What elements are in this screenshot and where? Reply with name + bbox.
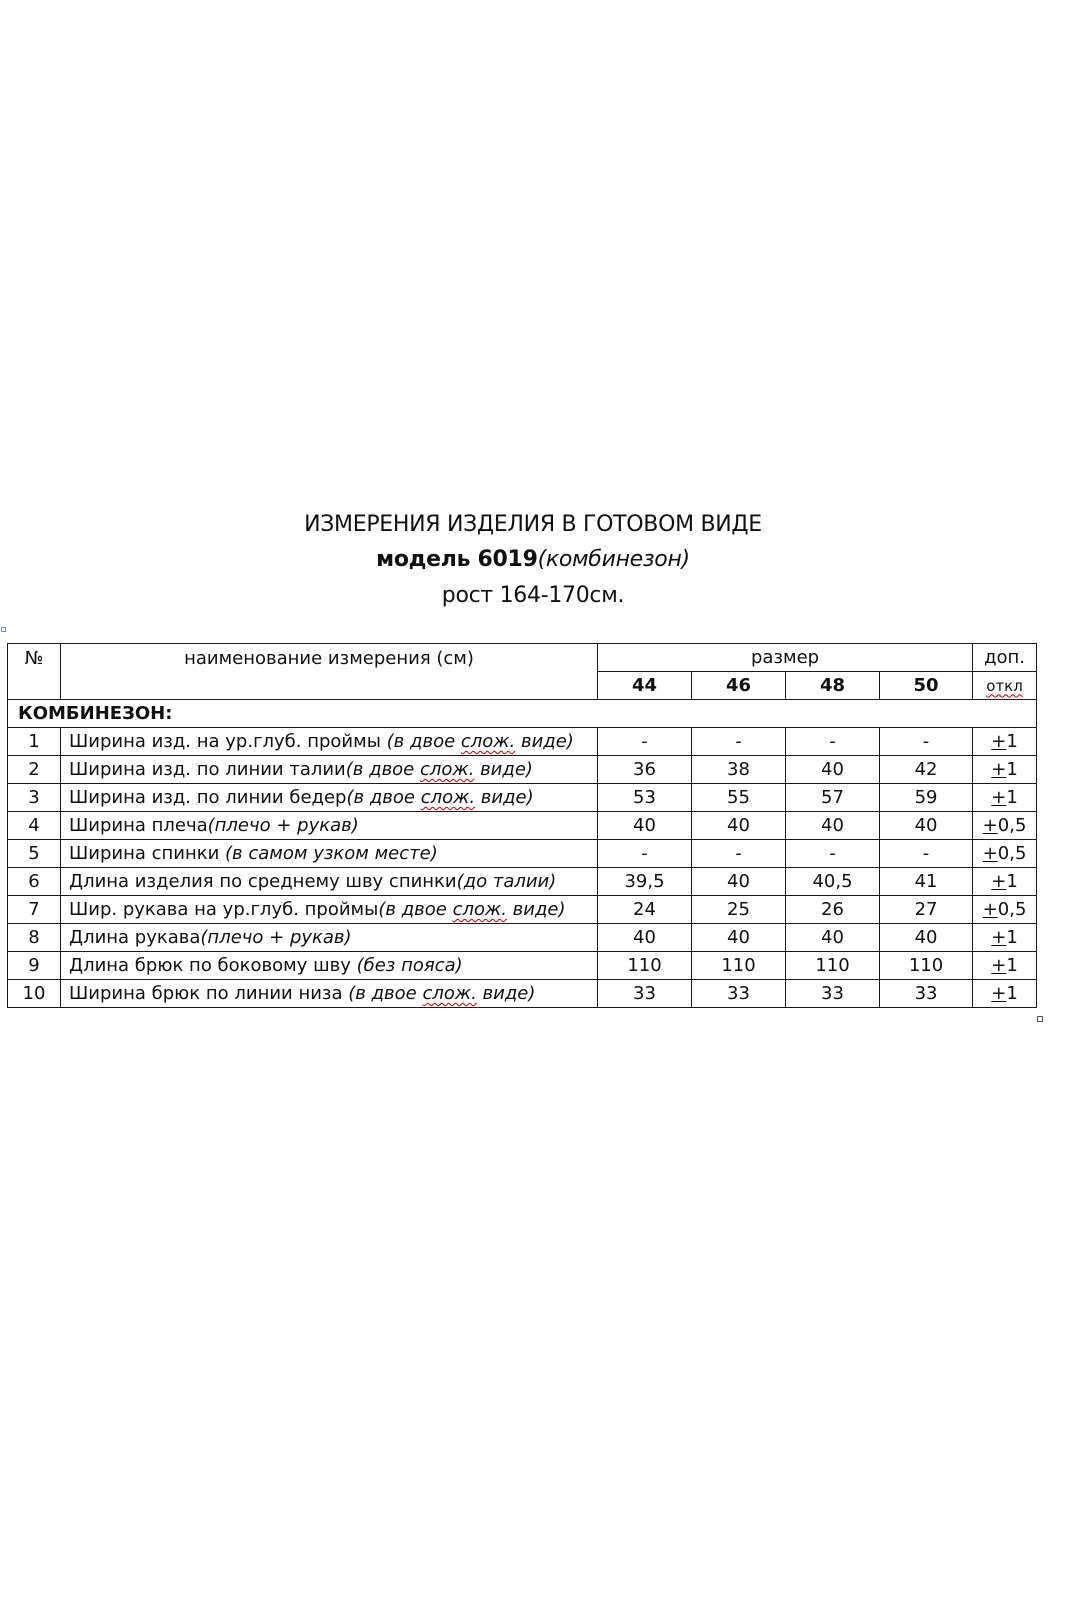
tolerance-value [973, 896, 1037, 924]
row-number: 9 [8, 952, 61, 980]
size-value-48: 40 [786, 924, 880, 952]
measurement-name: Длина брюк по боковому шву [69, 955, 357, 976]
header-tolerance-top: доп. [973, 644, 1037, 672]
size-value-44: 40 [598, 812, 692, 840]
tolerance-amount: 1 [1006, 759, 1018, 780]
size-44: 44 [598, 672, 692, 700]
measurement-note: (до талии) [456, 871, 557, 892]
measurement-name: Ширина брюк по линии низа [69, 983, 349, 1004]
size-value-44: 33 [598, 980, 692, 1008]
model-number: модель 6019 [376, 547, 538, 572]
table-row [8, 868, 1037, 896]
size-value-44: 53 [598, 784, 692, 812]
size-50: 50 [880, 672, 973, 700]
row-number: 3 [8, 784, 61, 812]
size-value-48: - [786, 840, 880, 868]
measurement-name-cell [61, 896, 598, 924]
measurement-name-cell [61, 728, 598, 756]
measurement-note: (в самом узком месте) [225, 843, 438, 864]
size-value-48: 57 [786, 784, 880, 812]
size-value-50: 59 [880, 784, 973, 812]
size-value-44: 39,5 [598, 868, 692, 896]
size-value-48: 40,5 [786, 868, 880, 896]
tolerance-amount: 1 [1006, 731, 1018, 752]
size-value-48: 40 [786, 756, 880, 784]
row-number: 1 [8, 728, 61, 756]
measurement-note: (плечо + рукав) [207, 815, 359, 836]
row-number: 2 [8, 756, 61, 784]
spellcheck-word: слож. [460, 731, 516, 752]
measurement-name-cell [61, 840, 598, 868]
height-note: рост 164-170см. [441, 583, 625, 608]
tolerance-value [973, 784, 1037, 812]
size-value-48: 33 [786, 980, 880, 1008]
size-value-50: 42 [880, 756, 973, 784]
table-row [8, 756, 1037, 784]
tolerance-amount: 1 [1006, 955, 1018, 976]
size-value-48: - [786, 728, 880, 756]
row-number: 6 [8, 868, 61, 896]
table-header-row [8, 644, 1037, 672]
measurement-note: (в двое слож. виде) [345, 759, 533, 780]
plus-minus-sign: + [991, 927, 1007, 948]
tolerance-value [973, 980, 1037, 1008]
size-value-44: - [598, 840, 692, 868]
size-value-46: 33 [692, 980, 786, 1008]
size-value-48: 110 [786, 952, 880, 980]
spellcheck-word: слож. [420, 787, 476, 808]
plus-minus-sign: + [991, 983, 1007, 1004]
tolerance-value [973, 924, 1037, 952]
plus-minus-sign: + [982, 843, 998, 864]
size-value-50: - [880, 840, 973, 868]
table-row [8, 840, 1037, 868]
row-number: 8 [8, 924, 61, 952]
size-value-50: 40 [880, 812, 973, 840]
measurement-name-cell [61, 980, 598, 1008]
size-value-46: 25 [692, 896, 786, 924]
table-anchor-handle[interactable] [1, 627, 6, 632]
row-number: 5 [8, 840, 61, 868]
measurement-name: Ширина плеча [69, 815, 208, 836]
table-row [8, 952, 1037, 980]
tolerance-value [973, 812, 1037, 840]
section-row [8, 700, 1037, 728]
measurement-note: (в двое слож. виде) [378, 899, 566, 920]
measurement-name: Ширина изд. на ур.глуб. проймы [69, 731, 387, 752]
table-resize-handle[interactable] [1037, 1016, 1043, 1022]
measurement-name: Длина рукава [69, 927, 201, 948]
spellcheck-word: слож. [419, 759, 475, 780]
measurement-name-cell [61, 812, 598, 840]
size-value-50: 33 [880, 980, 973, 1008]
table-row [8, 980, 1037, 1008]
measurements-table [7, 643, 1037, 1008]
size-value-50: 40 [880, 924, 973, 952]
spellcheck-word: слож. [452, 899, 507, 920]
row-number: 7 [8, 896, 61, 924]
plus-minus-sign: + [991, 759, 1007, 780]
tolerance-value [973, 868, 1037, 896]
header-measurement-name: наименование измерения (см) [61, 644, 598, 700]
size-value-46: 110 [692, 952, 786, 980]
size-value-44: 36 [598, 756, 692, 784]
size-value-46: - [692, 728, 786, 756]
tolerance-amount: 0,5 [997, 843, 1027, 864]
size-value-50: 27 [880, 896, 973, 924]
measurement-note: (плечо + рукав) [200, 927, 352, 948]
measurement-name: Ширина спинки [69, 843, 226, 864]
size-value-50: - [880, 728, 973, 756]
size-48: 48 [786, 672, 880, 700]
tolerance-value [973, 728, 1037, 756]
size-value-46: 55 [692, 784, 786, 812]
size-value-46: 40 [692, 868, 786, 896]
size-value-44: - [598, 728, 692, 756]
plus-minus-sign: + [982, 815, 998, 836]
size-value-46: 40 [692, 812, 786, 840]
plus-minus-sign: + [991, 955, 1007, 976]
tolerance-amount: 1 [1006, 927, 1018, 948]
size-value-46: 40 [692, 924, 786, 952]
plus-minus-sign: + [991, 871, 1007, 892]
header-number: № [8, 644, 61, 700]
measurement-name-cell [61, 924, 598, 952]
size-value-44: 110 [598, 952, 692, 980]
section-title: КОМБИНЕЗОН: [8, 700, 1037, 728]
header-size: размер [598, 644, 973, 672]
measurement-name: Ширина изд. по линии талии [69, 759, 346, 780]
tolerance-amount: 0,5 [997, 899, 1027, 920]
measurement-name: Ширина изд. по линии бедер [69, 787, 347, 808]
measurement-note: (в двое слож. виде) [346, 787, 534, 808]
size-value-46: 38 [692, 756, 786, 784]
measurement-name: Длина изделия по среднему шву спинки [69, 871, 457, 892]
table-row [8, 728, 1037, 756]
tolerance-label: откл [986, 676, 1023, 695]
measurement-name-cell [61, 756, 598, 784]
row-number: 4 [8, 812, 61, 840]
plus-minus-sign: + [982, 899, 998, 920]
size-value-46: - [692, 840, 786, 868]
size-value-50: 110 [880, 952, 973, 980]
tolerance-value [973, 952, 1037, 980]
measurement-name-cell [61, 784, 598, 812]
table-row [8, 812, 1037, 840]
model-type: (комбинезон) [537, 547, 690, 572]
size-value-48: 26 [786, 896, 880, 924]
header-tolerance-bottom [973, 672, 1037, 700]
measurement-note: (без пояса) [356, 955, 463, 976]
table-row [8, 784, 1037, 812]
tolerance-value [973, 756, 1037, 784]
size-value-44: 40 [598, 924, 692, 952]
size-46: 46 [692, 672, 786, 700]
row-number: 10 [8, 980, 61, 1008]
tolerance-amount: 1 [1006, 871, 1018, 892]
measurement-note: (в двое слож. виде) [386, 731, 574, 752]
document-title: ИЗМЕРЕНИЯ ИЗДЕЛИЯ В ГОТОВОМ ВИДЕ [304, 512, 762, 537]
tolerance-value [973, 840, 1037, 868]
size-value-48: 40 [786, 812, 880, 840]
size-value-44: 24 [598, 896, 692, 924]
measurement-name-cell [61, 952, 598, 980]
measurement-name-cell [61, 868, 598, 896]
table-row [8, 896, 1037, 924]
model-line [0, 547, 1066, 572]
plus-minus-sign: + [991, 731, 1007, 752]
tolerance-amount: 0,5 [997, 815, 1027, 836]
tolerance-amount: 1 [1006, 787, 1018, 808]
spellcheck-word: слож. [422, 983, 477, 1004]
plus-minus-sign: + [991, 787, 1007, 808]
measurement-note: (в двое слож. виде) [348, 983, 536, 1004]
size-value-50: 41 [880, 868, 973, 896]
measurement-name: Шир. рукава на ур.глуб. проймы [69, 899, 379, 920]
tolerance-amount: 1 [1006, 983, 1018, 1004]
table-row [8, 924, 1037, 952]
